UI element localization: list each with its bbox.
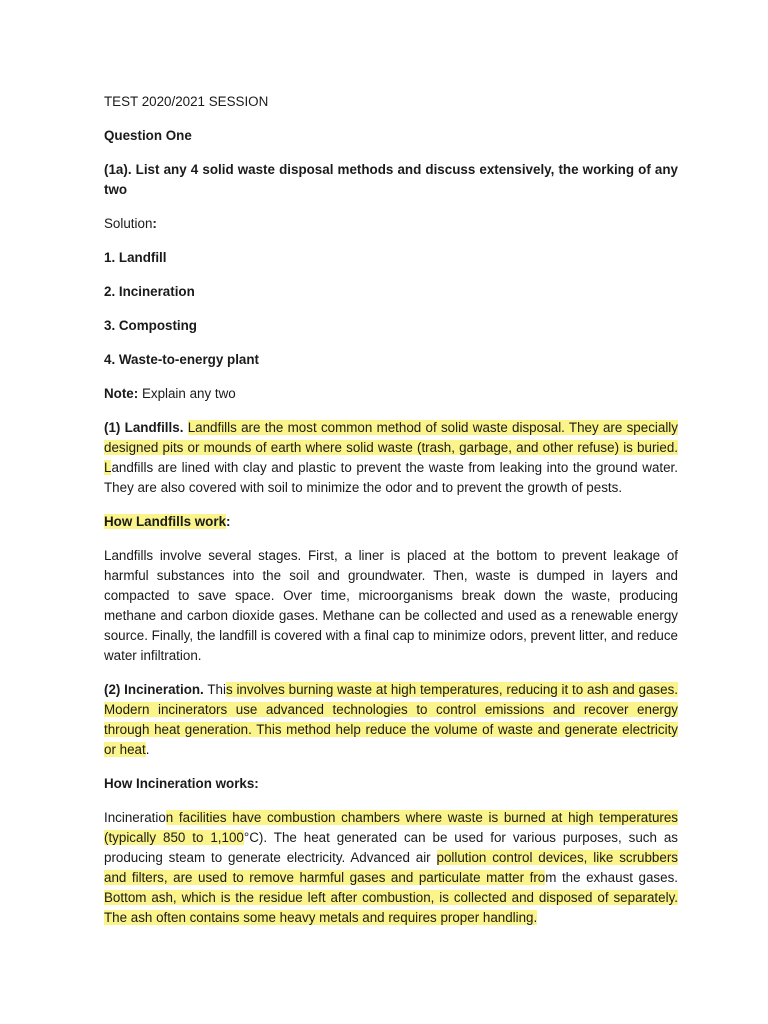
landfills-highlight: Landfills are the most common method of solid waste disposal. They are specially designed pits or mounds of earth where solid waste (trash, garbage, and other refuse) is buried. L (104, 420, 678, 475)
incineration-heading: (2) Incineration. (104, 682, 204, 697)
solution-colon: : (152, 216, 157, 231)
incineration-seg-3: °C). The heat generated can be used for various purposes, such as producing steam to generate electricity. Advanced air (104, 830, 678, 865)
note-label: Note: (104, 386, 139, 401)
how-landfills-body: Landfills involve several stages. First, a liner is placed at the bottom to prevent leakage of harmful substances into the soil and groundwater. Then, waste is dumped in layers and compacted to save space. Over time, microorganisms break down the waste, producing methane and carbon dioxide gases. Methane can be collected and used as a renewable energy source. Finally, the landfill is covered with a final cap to minimize odors, prevent litter, and reduce water infiltration. (104, 548, 678, 663)
solution-label (104, 214, 678, 234)
how-landfills-heading-text: How Landfills work (104, 514, 227, 529)
solution-label-text: Solution (104, 216, 153, 231)
note-paragraph (104, 384, 678, 404)
document-title: TEST 2020/2021 SESSION (104, 94, 269, 109)
landfills-rest: andfills are lined with clay and plastic to prevent the waste from leaking into the ground water. They are also covered with soil to minimize the odor and to prevent the growth of pests. (104, 460, 678, 495)
incineration-seg-1: Incineratio (104, 810, 166, 825)
method-item-1: 1. Landfill (104, 250, 167, 265)
incineration-seg-6: Bottom ash, which is the residue left after combustion, is collected and disposed of separately. The ash often contains some heavy metals and requires proper handling. (104, 890, 678, 925)
note-text: Explain any two (138, 386, 236, 401)
method-item-2: 2. Incineration (104, 284, 195, 299)
landfills-paragraph (104, 418, 678, 498)
method-item-3: 3. Composting (104, 318, 197, 333)
how-landfills-colon: : (226, 514, 231, 529)
landfills-heading: (1) Landfills. (104, 420, 184, 435)
incineration-lead: Thi (203, 682, 226, 697)
method-item-4: 4. Waste-to-energy plant (104, 352, 260, 367)
document-page (104, 86, 678, 942)
how-incineration-heading: How Incineration works: (104, 776, 259, 791)
incineration-paragraph (104, 680, 678, 760)
incineration-seg-4: pollution control devices, like scrubbers and filters, are used to remove harmful gases and particulate matter fro (104, 850, 678, 885)
incineration-seg-5: m the exhaust gases. (545, 870, 678, 885)
incineration-highlight: s involves burning waste at high temperatures, reducing it to ash and gases. Modern incinerators use advanced technologies to control emissions and recover energy through heat generation. This method help reduce the volume of waste and generate electricity or heat (104, 682, 678, 757)
how-incineration-body (104, 808, 678, 928)
incineration-seg-2: n facilities have combustion chambers where waste is burned at high temperatures (typically 850 to 1,100 (104, 810, 678, 845)
how-landfills-heading (104, 512, 678, 532)
question-1a: (1a). List any 4 solid waste disposal methods and discuss extensively, the working of any two (104, 162, 678, 197)
incineration-end: . (145, 742, 150, 757)
question-heading: Question One (104, 128, 192, 143)
